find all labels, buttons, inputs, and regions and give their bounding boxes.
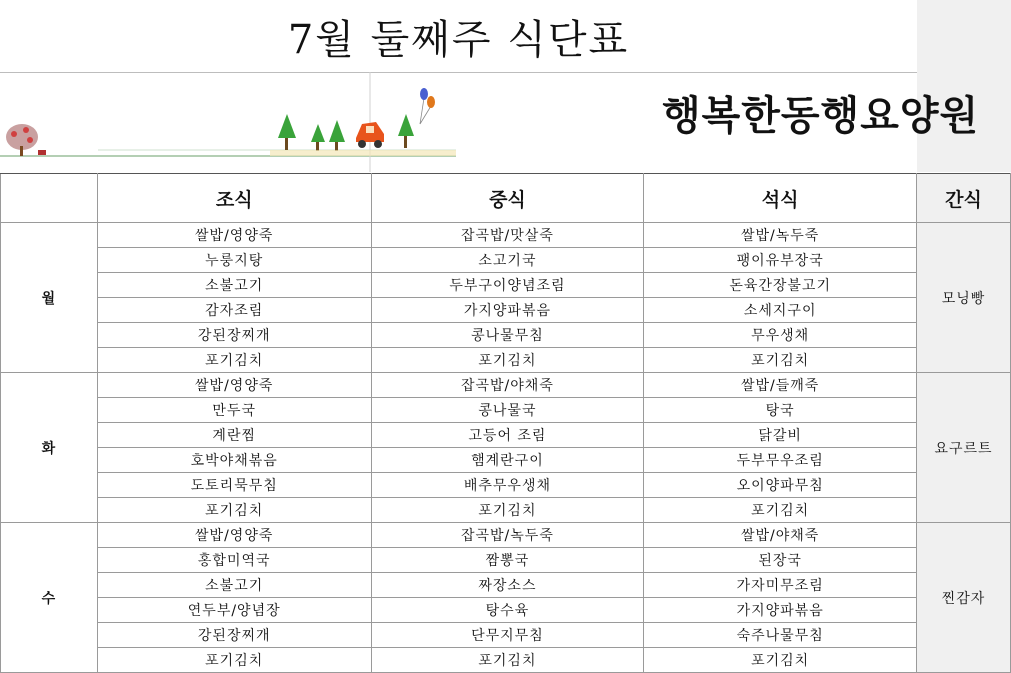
dinner-cell: 가지양파볶음	[644, 598, 917, 623]
breakfast-cell: 소불고기	[97, 573, 371, 598]
lunch-cell: 배추무우생채	[371, 473, 644, 498]
table-row	[1, 323, 1011, 348]
bush-icon	[6, 124, 46, 156]
lunch-cell: 포기김치	[371, 648, 644, 673]
lunch-cell: 콩나물무침	[371, 323, 644, 348]
tree-icon	[329, 120, 345, 151]
snack-cell: 요구르트	[917, 373, 1011, 523]
page-title: 7월 둘째주 식단표	[0, 0, 917, 73]
table-row	[1, 298, 1011, 323]
tree-icon	[398, 114, 414, 148]
dinner-cell: 무우생채	[644, 323, 917, 348]
header-day	[1, 174, 98, 223]
dinner-cell: 포기김치	[644, 648, 917, 673]
dinner-cell: 포기김치	[644, 498, 917, 523]
header-snack: 간식	[917, 174, 1011, 223]
breakfast-cell: 포기김치	[97, 648, 371, 673]
breakfast-cell: 강된장찌개	[97, 323, 371, 348]
breakfast-cell: 쌀밥/영양죽	[97, 223, 371, 248]
breakfast-cell: 쌀밥/영양죽	[97, 373, 371, 398]
table-row	[1, 273, 1011, 298]
breakfast-cell: 연두부/양념장	[97, 598, 371, 623]
lunch-cell: 탕수육	[371, 598, 644, 623]
table-row	[1, 623, 1011, 648]
lunch-cell: 햄계란구이	[371, 448, 644, 473]
table-row	[1, 348, 1011, 373]
dinner-cell: 쌀밥/녹두죽	[644, 223, 917, 248]
lunch-cell: 두부구이양념조림	[371, 273, 644, 298]
breakfast-cell: 포기김치	[97, 498, 371, 523]
lunch-cell: 잡곡밥/야채죽	[371, 373, 644, 398]
tree-icon	[311, 124, 325, 151]
breakfast-cell: 홍합미역국	[97, 548, 371, 573]
dinner-cell: 가자미무조림	[644, 573, 917, 598]
breakfast-cell: 감자조림	[97, 298, 371, 323]
table-row	[1, 498, 1011, 523]
dinner-cell: 숙주나물무침	[644, 623, 917, 648]
snack-cell: 모닝빵	[917, 223, 1011, 373]
table-row	[1, 248, 1011, 273]
header-dinner: 석식	[644, 174, 917, 223]
dinner-cell: 두부무우조림	[644, 448, 917, 473]
header-breakfast: 조식	[97, 174, 371, 223]
dinner-cell: 팽이유부장국	[644, 248, 917, 273]
table-row	[1, 598, 1011, 623]
breakfast-cell: 누룽지탕	[97, 248, 371, 273]
table-row	[1, 548, 1011, 573]
breakfast-cell: 포기김치	[97, 348, 371, 373]
breakfast-cell: 도토리묵무침	[97, 473, 371, 498]
dinner-cell: 돈육간장불고기	[644, 273, 917, 298]
lunch-cell: 포기김치	[371, 348, 644, 373]
meal-table-body	[1, 223, 1011, 673]
breakfast-cell: 강된장찌개	[97, 623, 371, 648]
balloons-icon	[420, 88, 435, 124]
lunch-cell: 소고기국	[371, 248, 644, 273]
lunch-cell: 고등어 조림	[371, 423, 644, 448]
dinner-cell: 오이양파무침	[644, 473, 917, 498]
lunch-cell: 가지양파볶음	[371, 298, 644, 323]
breakfast-cell: 계란찜	[97, 423, 371, 448]
day-label: 월	[1, 223, 98, 373]
dinner-cell: 탕국	[644, 398, 917, 423]
dinner-cell: 쌀밥/들깨죽	[644, 373, 917, 398]
lunch-cell: 잡곡밥/맛살죽	[371, 223, 644, 248]
snack-cell: 찐감자	[917, 523, 1011, 673]
day-label: 화	[1, 373, 98, 523]
table-row	[1, 398, 1011, 423]
lunch-cell: 포기김치	[371, 498, 644, 523]
table-row	[1, 473, 1011, 498]
brand-name: 행복한동행요양원	[662, 93, 980, 139]
lunch-cell: 짜장소스	[371, 573, 644, 598]
table-row	[1, 223, 1011, 248]
day-label: 수	[1, 523, 98, 673]
table-row	[1, 448, 1011, 473]
lunch-cell: 콩나물국	[371, 398, 644, 423]
meal-table	[0, 173, 1011, 673]
table-row	[1, 523, 1011, 548]
dinner-cell: 포기김치	[644, 348, 917, 373]
dinner-cell: 쌀밥/야채죽	[644, 523, 917, 548]
header-row	[1, 174, 1011, 223]
dinner-cell: 된장국	[644, 548, 917, 573]
dinner-cell: 닭갈비	[644, 423, 917, 448]
breakfast-cell: 만두국	[97, 398, 371, 423]
breakfast-cell: 호박야채볶음	[97, 448, 371, 473]
table-row	[1, 423, 1011, 448]
breakfast-cell: 소불고기	[97, 273, 371, 298]
tree-icon	[278, 114, 296, 150]
lunch-cell: 단무지무침	[371, 623, 644, 648]
lunch-cell: 짬뽕국	[371, 548, 644, 573]
table-row	[1, 373, 1011, 398]
header-lunch: 중식	[371, 174, 644, 223]
lunch-cell: 잡곡밥/녹두죽	[371, 523, 644, 548]
dinner-cell: 소세지구이	[644, 298, 917, 323]
table-row	[1, 573, 1011, 598]
table-row	[1, 648, 1011, 673]
breakfast-cell: 쌀밥/영양죽	[97, 523, 371, 548]
